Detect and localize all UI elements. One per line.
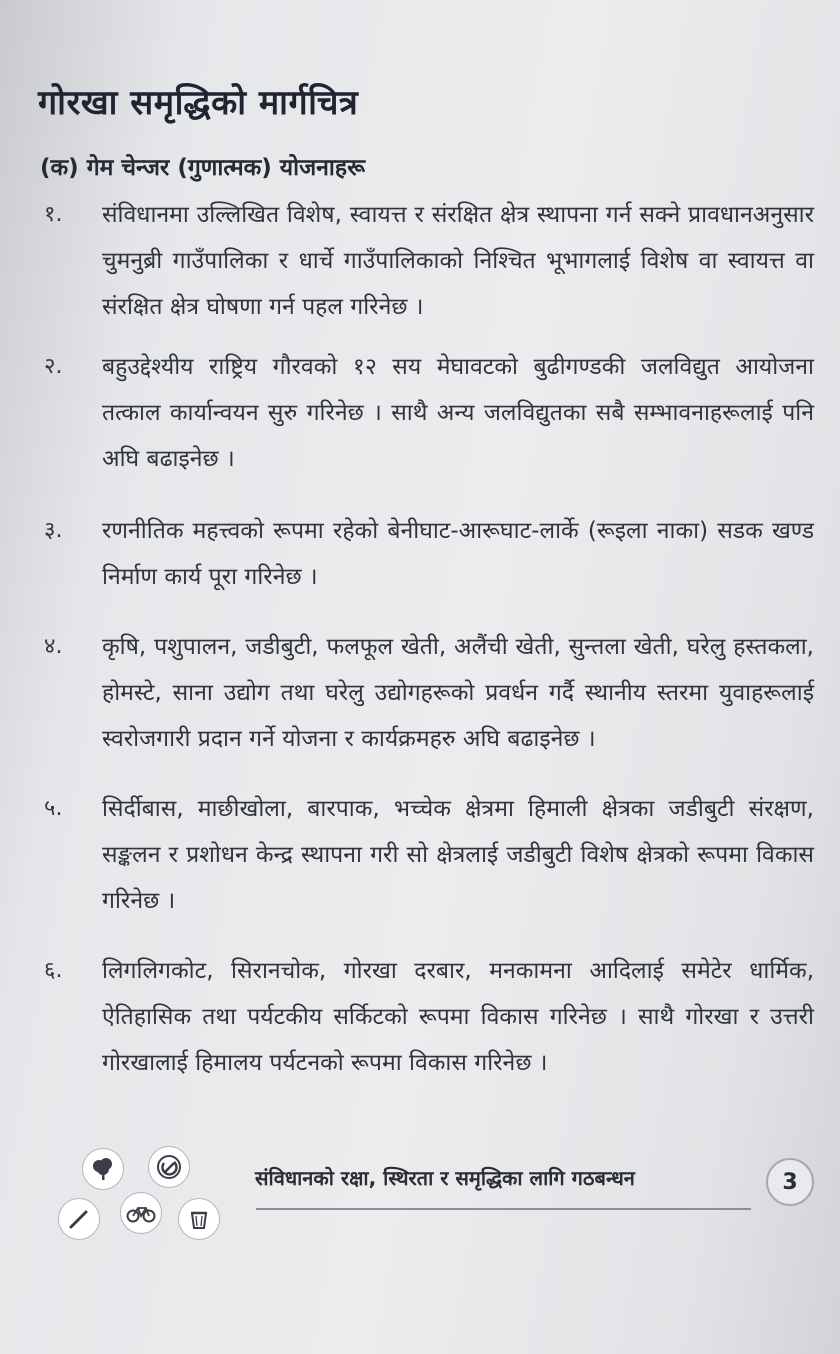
footer-tagline: संविधानको रक्षा, स्थिरता र समृद्धिका लागि गठबन्धन <box>255 1166 635 1190</box>
list-item <box>44 192 814 330</box>
list-item <box>44 508 814 600</box>
list-item <box>44 344 814 482</box>
item-number: २. <box>44 354 63 379</box>
section-subtitle: (क) गेम चेन्जर (गुणात्मक) योजनाहरू <box>40 155 365 181</box>
sickle-hammer-icon <box>148 1146 190 1188</box>
page-number: 3 <box>766 1158 814 1206</box>
item-text: लिगलिगकोट, सिरानचोक, गोरखा दरबार, मनकामना आदिलाई समेटेर धार्मिक, ऐतिहासिक तथा पर्यटकीय सर्किटको रूपमा विकास गरिनेछ । साथै गोरखा र उत्तरी गोरखालाई हिमालय पर्यटनको रूपमा विकास गरिनेछ । <box>102 958 815 1076</box>
item-number: ४. <box>44 634 63 659</box>
page-footer <box>0 1140 840 1260</box>
item-text: संविधानमा उल्लिखित विशेष, स्वायत्त र संरक्षित क्षेत्र स्थापना गर्न सक्ने प्रावधानअनुसार चुमनुब्री गाउँपालिका र धार्चे गाउँपालिकाको निश्चित भूभागलाई विशेष वा स्वायत्त वा संरक्षित क्षेत्र घोषणा गर्न पहल गरिनेछ । <box>102 202 814 320</box>
bucket-icon <box>178 1198 220 1240</box>
page-title: गोरखा समृद्धिको मार्गचित्र <box>38 83 359 123</box>
item-number: ३. <box>44 518 63 543</box>
bicycle-icon <box>120 1192 162 1234</box>
item-number: १. <box>44 202 63 227</box>
item-number: ५. <box>44 796 63 821</box>
tree-icon <box>82 1148 124 1190</box>
list-item <box>44 624 814 762</box>
list-item <box>44 948 814 1086</box>
pen-icon <box>58 1198 100 1240</box>
item-text: बहुउद्देश्यीय राष्ट्रिय गौरवको १२ सय मेघावटको बुढीगण्डकी जलविद्युत आयोजना तत्काल कार्यान्वयन सुरु गरिनेछ । साथै अन्य जलविद्युतका सबै सम्भावनाहरूलाई पनि अघि बढाइनेछ । <box>102 354 814 472</box>
item-text: सिर्दीबास, माछीखोला, बारपाक, भच्चेक क्षेत्रमा हिमाली क्षेत्रका जडीबुटी संरक्षण, सङ्कलन र प्रशोधन केन्द्र स्थापना गरी सो क्षेत्रलाई जडीबुटी विशेष क्षेत्रको रूपमा विकास गरिनेछ । <box>102 796 814 914</box>
list-item <box>44 786 814 924</box>
item-text: रणनीतिक महत्त्वको रूपमा रहेको बेनीघाट-आरूघाट-लार्के (रूइला नाका) सडक खण्ड निर्माण कार्य पूरा गरिनेछ । <box>102 518 814 590</box>
item-number: ६. <box>44 958 63 983</box>
item-text: कृषि, पशुपालन, जडीबुटी, फलफूल खेती, अलैंची खेती, सुन्तला खेती, घरेलु हस्तकला, होमस्टे, साना उद्योग तथा घरेलु उद्योगहरूको प्रवर्धन गर्दै स्थानीय स्तरमा युवाहरूलाई स्वरोजगारी प्रदान गर्ने योजना र कार्यक्रमहरु अघि बढाइनेछ । <box>102 634 814 752</box>
footer-divider <box>256 1208 751 1210</box>
plan-list <box>44 192 814 1086</box>
